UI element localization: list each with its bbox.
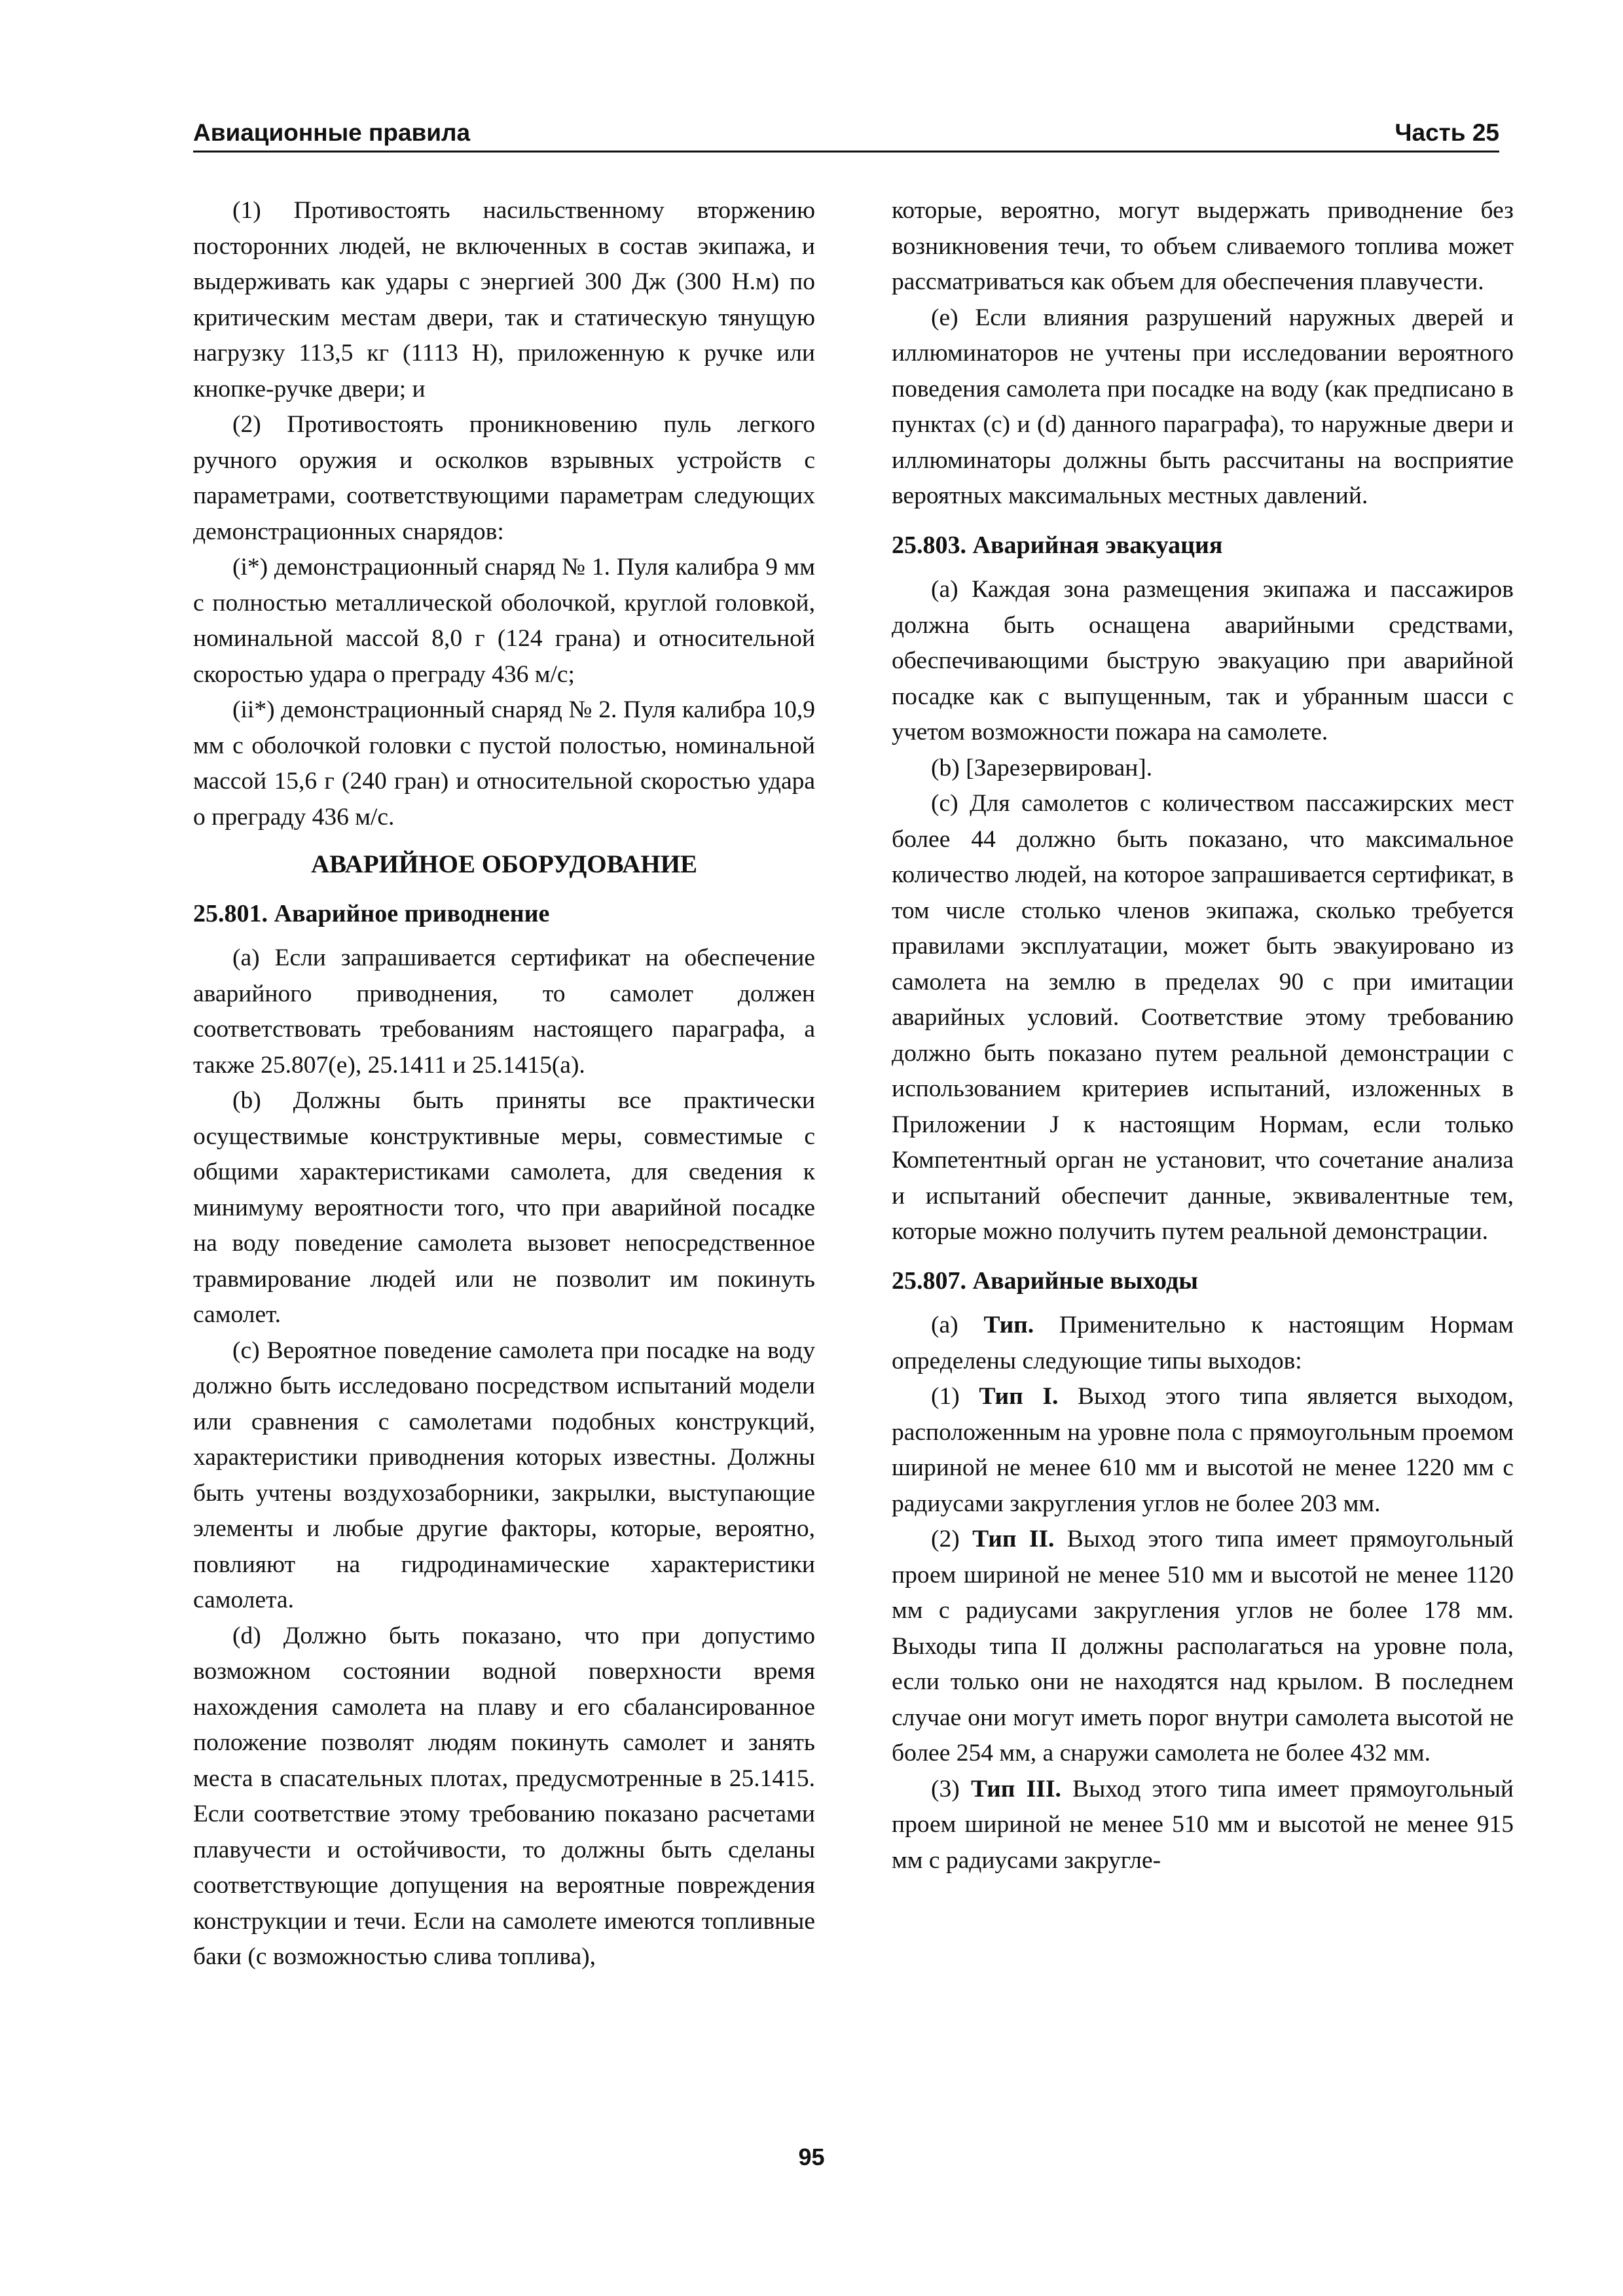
item-text: Применительно к настоящим Нормам определены следующие типы выходов: <box>892 1312 1514 1374</box>
paragraph-803-b: (b) [Зарезервирован]. <box>931 754 1153 781</box>
item-prefix: (a) <box>931 1312 984 1338</box>
left-column <box>193 193 815 1975</box>
item-prefix: (1) <box>931 1383 979 1410</box>
item-prefix: (3) <box>931 1775 972 1803</box>
paragraph-item-i: (i*) демонстрационный снаряд № 1. Пуля калибра 9 мм с полностью металлической оболочкой, круглой головкой, номинальной массой 8,0 г (124 грана) и относительной скоростью удара о преграду 436 м/с; <box>193 554 815 688</box>
paragraph-item-2: (2) Противостоять проникновению пуль легкого ручного оружия и осколков взрывных устройств с параметрами, соответствующими параметрам следующих демонстрационных снарядов: <box>193 411 815 545</box>
paragraph-801-c: (c) Вероятное поведение самолета при посадке на воду должно быть исследовано посредством испытаний модели или сравнения с самолетами подобных конструкций, характеристики приводнения которых известны. Должны быть учтены воздухозаборники, закрылки, выступающие элементы и любые другие факторы, которые, вероятно, повлияют на гидродинамические характеристики самолета. <box>193 1336 815 1613</box>
paragraph-803-a: (a) Каждая зона размещения экипажа и пассажиров должна быть оснащена аварийными средствами, обеспечивающими быструю эвакуацию при аварийной посадке как с выпущенным, так и убранным шасси с учетом возможности пожара на самолете. <box>892 576 1514 745</box>
item-prefix: (2) <box>931 1526 973 1552</box>
page-number: 95 <box>798 2144 825 2170</box>
paragraph-807-a <box>892 1308 1514 1379</box>
item-text: Выход этого типа имеет прямоугольный проем шириной не менее 510 мм и высотой не менее 1120 мм с радиусами закругления углов не более 178 мм. Выходы типа II должны располагаться на уровне пола, если только они не находятся над крылом. В последнем случае они могут иметь порог внутри самолета высотой не более 254 мм, а снаружи самолета не более 432 мм. <box>892 1526 1514 1767</box>
term-type: Тип. <box>983 1312 1034 1338</box>
heading-25-807: 25.807. Аварийные выходы <box>892 1266 1198 1295</box>
page-header <box>193 113 1499 152</box>
term-type-ii: Тип II. <box>972 1526 1055 1552</box>
section-title: АВАРИЙНОЕ ОБОРУДОВАНИЕ <box>310 850 698 878</box>
paragraph-807-2 <box>892 1522 1514 1772</box>
paragraph-801-e: (e) Если влияния разрушений наружных дверей и иллюминаторов не учтены при исследовании вероятного поведения самолета при посадке на воду (как предписано в пунктах (c) и (d) данного параграфа), то наружные двери и иллюминаторы должны быть рассчитаны на восприятие вероятных максимальных местных давлений. <box>892 304 1514 509</box>
item-text: Выход этого типа является выходом, расположенным на уровне пола с прямоугольным проемом шириной не менее 610 мм и высотой не менее 1220 мм с радиусами закругления углов не более 203 мм. <box>892 1383 1514 1517</box>
header-document-title: Авиационные правила <box>193 119 471 146</box>
right-column <box>892 193 1514 1878</box>
item-text: Выход этого типа имеет прямоугольный проем шириной не менее 510 мм и высотой не менее 915 мм с радиусами закругле- <box>892 1775 1514 1874</box>
heading-25-803: 25.803. Аварийная эвакуация <box>892 531 1223 559</box>
term-type-i: Тип I. <box>979 1383 1059 1410</box>
paragraph-801-a: (a) Если запрашивается сертификат на обеспечение аварийного приводнения, то самолет должен соответствовать требованиям настоящего параграфа, а также 25.807(e), 25.1411 и 25.1415(a). <box>193 944 815 1079</box>
term-type-iii: Тип III. <box>971 1775 1061 1803</box>
paragraph-803-c: (c) Для самолетов с количеством пассажирских мест более 44 должно быть показано, что максимальное количество людей, на которое запрашивается сертификат, в том числе столько членов экипажа, сколько требуется правилами эксплуатации, может быть эвакуировано из самолета на землю в пределах 90 с при имитации аварийных условий. Соответствие этому требованию должно быть показано путем реальной демонстрации с использованием критериев испытаний, изложенных в Приложении J к настоящим Нормам, если только Компетентный орган не установит, что сочетание анализа и испытаний обеспечит данные, эквивалентные тем, которые можно получить путем реальной демонстрации. <box>892 790 1514 1245</box>
header-part-number: Часть 25 <box>1395 119 1499 146</box>
paragraph-item-1: (1) Противостоять насильственному вторжению посторонних людей, не включенных в состав экипажа, и выдерживать как удары с энергией 300 Дж (300 Н.м) по критическим местам двери, так и статическую тянущую нагрузку 113,5 кг (1113 Н), приложенную к ручке или кнопке-ручке двери; и <box>193 197 815 403</box>
heading-25-801: 25.801. Аварийное приводнение <box>193 899 550 927</box>
paragraph-801-d-continued: которые, вероятно, могут выдержать приводнение без возникновения течи, то объем сливаемого топлива может рассматриваться как объем для обеспечения плавучести. <box>892 197 1514 295</box>
paragraph-801-d: (d) Должно быть показано, что при допустимо возможном состоянии водной поверхности время нахождения самолета на плаву и его сбалансированное положение позволят людям покинуть самолет и занять места в спасательных плотах, предусмотренные в 25.1415. Если соответствие этому требованию показано расчетами плавучести и остойчивости, то должны быть сделаны соответствующие допущения на вероятные повреждения конструкции и течи. Если на самолете имеются топливные баки (с возможностью слива топлива), <box>193 1622 815 1970</box>
paragraph-item-ii: (ii*) демонстрационный снаряд № 2. Пуля калибра 10,9 мм с оболочкой головки с пустой полостью, номинальной массой 15,6 г (240 гран) и относительной скоростью удара о преграду 436 м/с. <box>193 696 815 831</box>
paragraph-807-1 <box>892 1379 1514 1522</box>
paragraph-807-3 <box>892 1772 1514 1879</box>
paragraph-801-b: (b) Должны быть приняты все практически осуществимые конструктивные меры, совместимые с общими характеристиками самолета, для сведения к минимуму вероятности того, что при аварийной посадке на воду поведение самолета вызовет непосредственное травмирование людей или не позволит им покинуть самолет. <box>193 1087 815 1328</box>
